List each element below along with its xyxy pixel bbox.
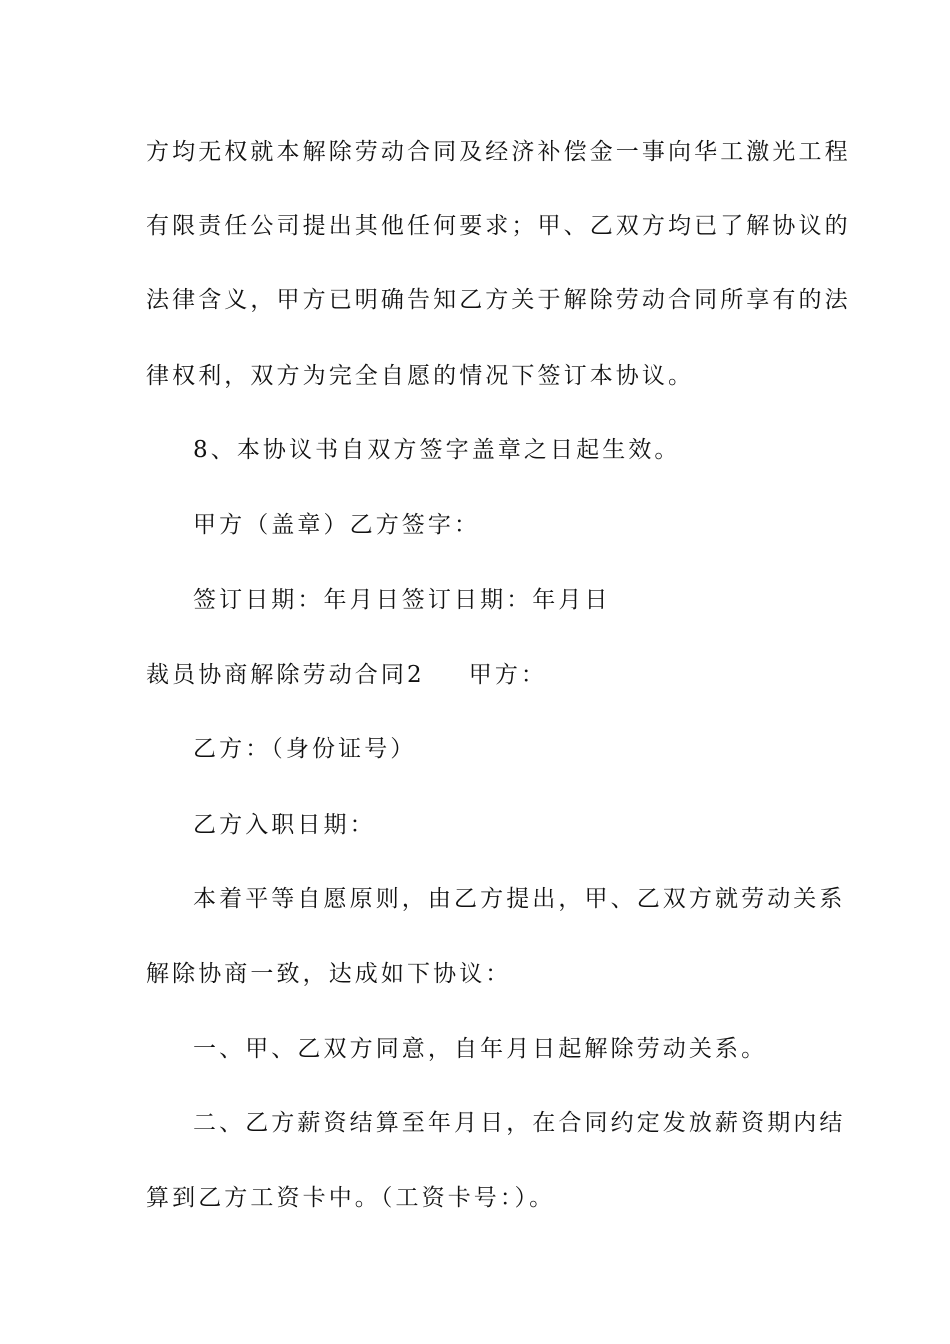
signing-date-line: 签订日期：年月日签订日期：年月日 [193,587,611,613]
paragraph-line: 算到乙方工资卡中。（工资卡号：）。 [146,1185,556,1211]
clause-two: 二、乙方薪资结算至年月日，在合同约定发放薪资期内结 [193,1110,846,1136]
section-title: 裁员协商解除劳动合同2 [146,662,425,688]
clause-effective: 8、本协议书自双方签字盖章之日起生效。 [193,437,681,463]
paragraph-line: 解除协商一致，达成如下协议： [146,961,512,987]
party-a-label: 甲方： [468,662,548,688]
paragraph-line: 方均无权就本解除劳动合同及经济补偿金一事向华工激光工程 [146,139,851,165]
paragraph-line: 有限责任公司提出其他任何要求；甲、乙双方均已了解协议的 [146,213,851,239]
entry-date-line: 乙方入职日期： [193,812,376,838]
section-heading-line [146,660,826,690]
paragraph-line: 本着平等自愿原则，由乙方提出，甲、乙双方就劳动关系 [193,886,846,912]
signature-line: 甲方（盖章）乙方签字： [193,512,481,538]
clause-one: 一、甲、乙双方同意，自年月日起解除劳动关系。 [193,1036,768,1062]
party-b-line: 乙方：（身份证号） [193,736,417,762]
paragraph-line: 法律含义，甲方已明确告知乙方关于解除劳动合同所享有的法 [146,287,851,313]
paragraph-line: 律权利，双方为完全自愿的情况下签订本协议。 [146,363,695,389]
